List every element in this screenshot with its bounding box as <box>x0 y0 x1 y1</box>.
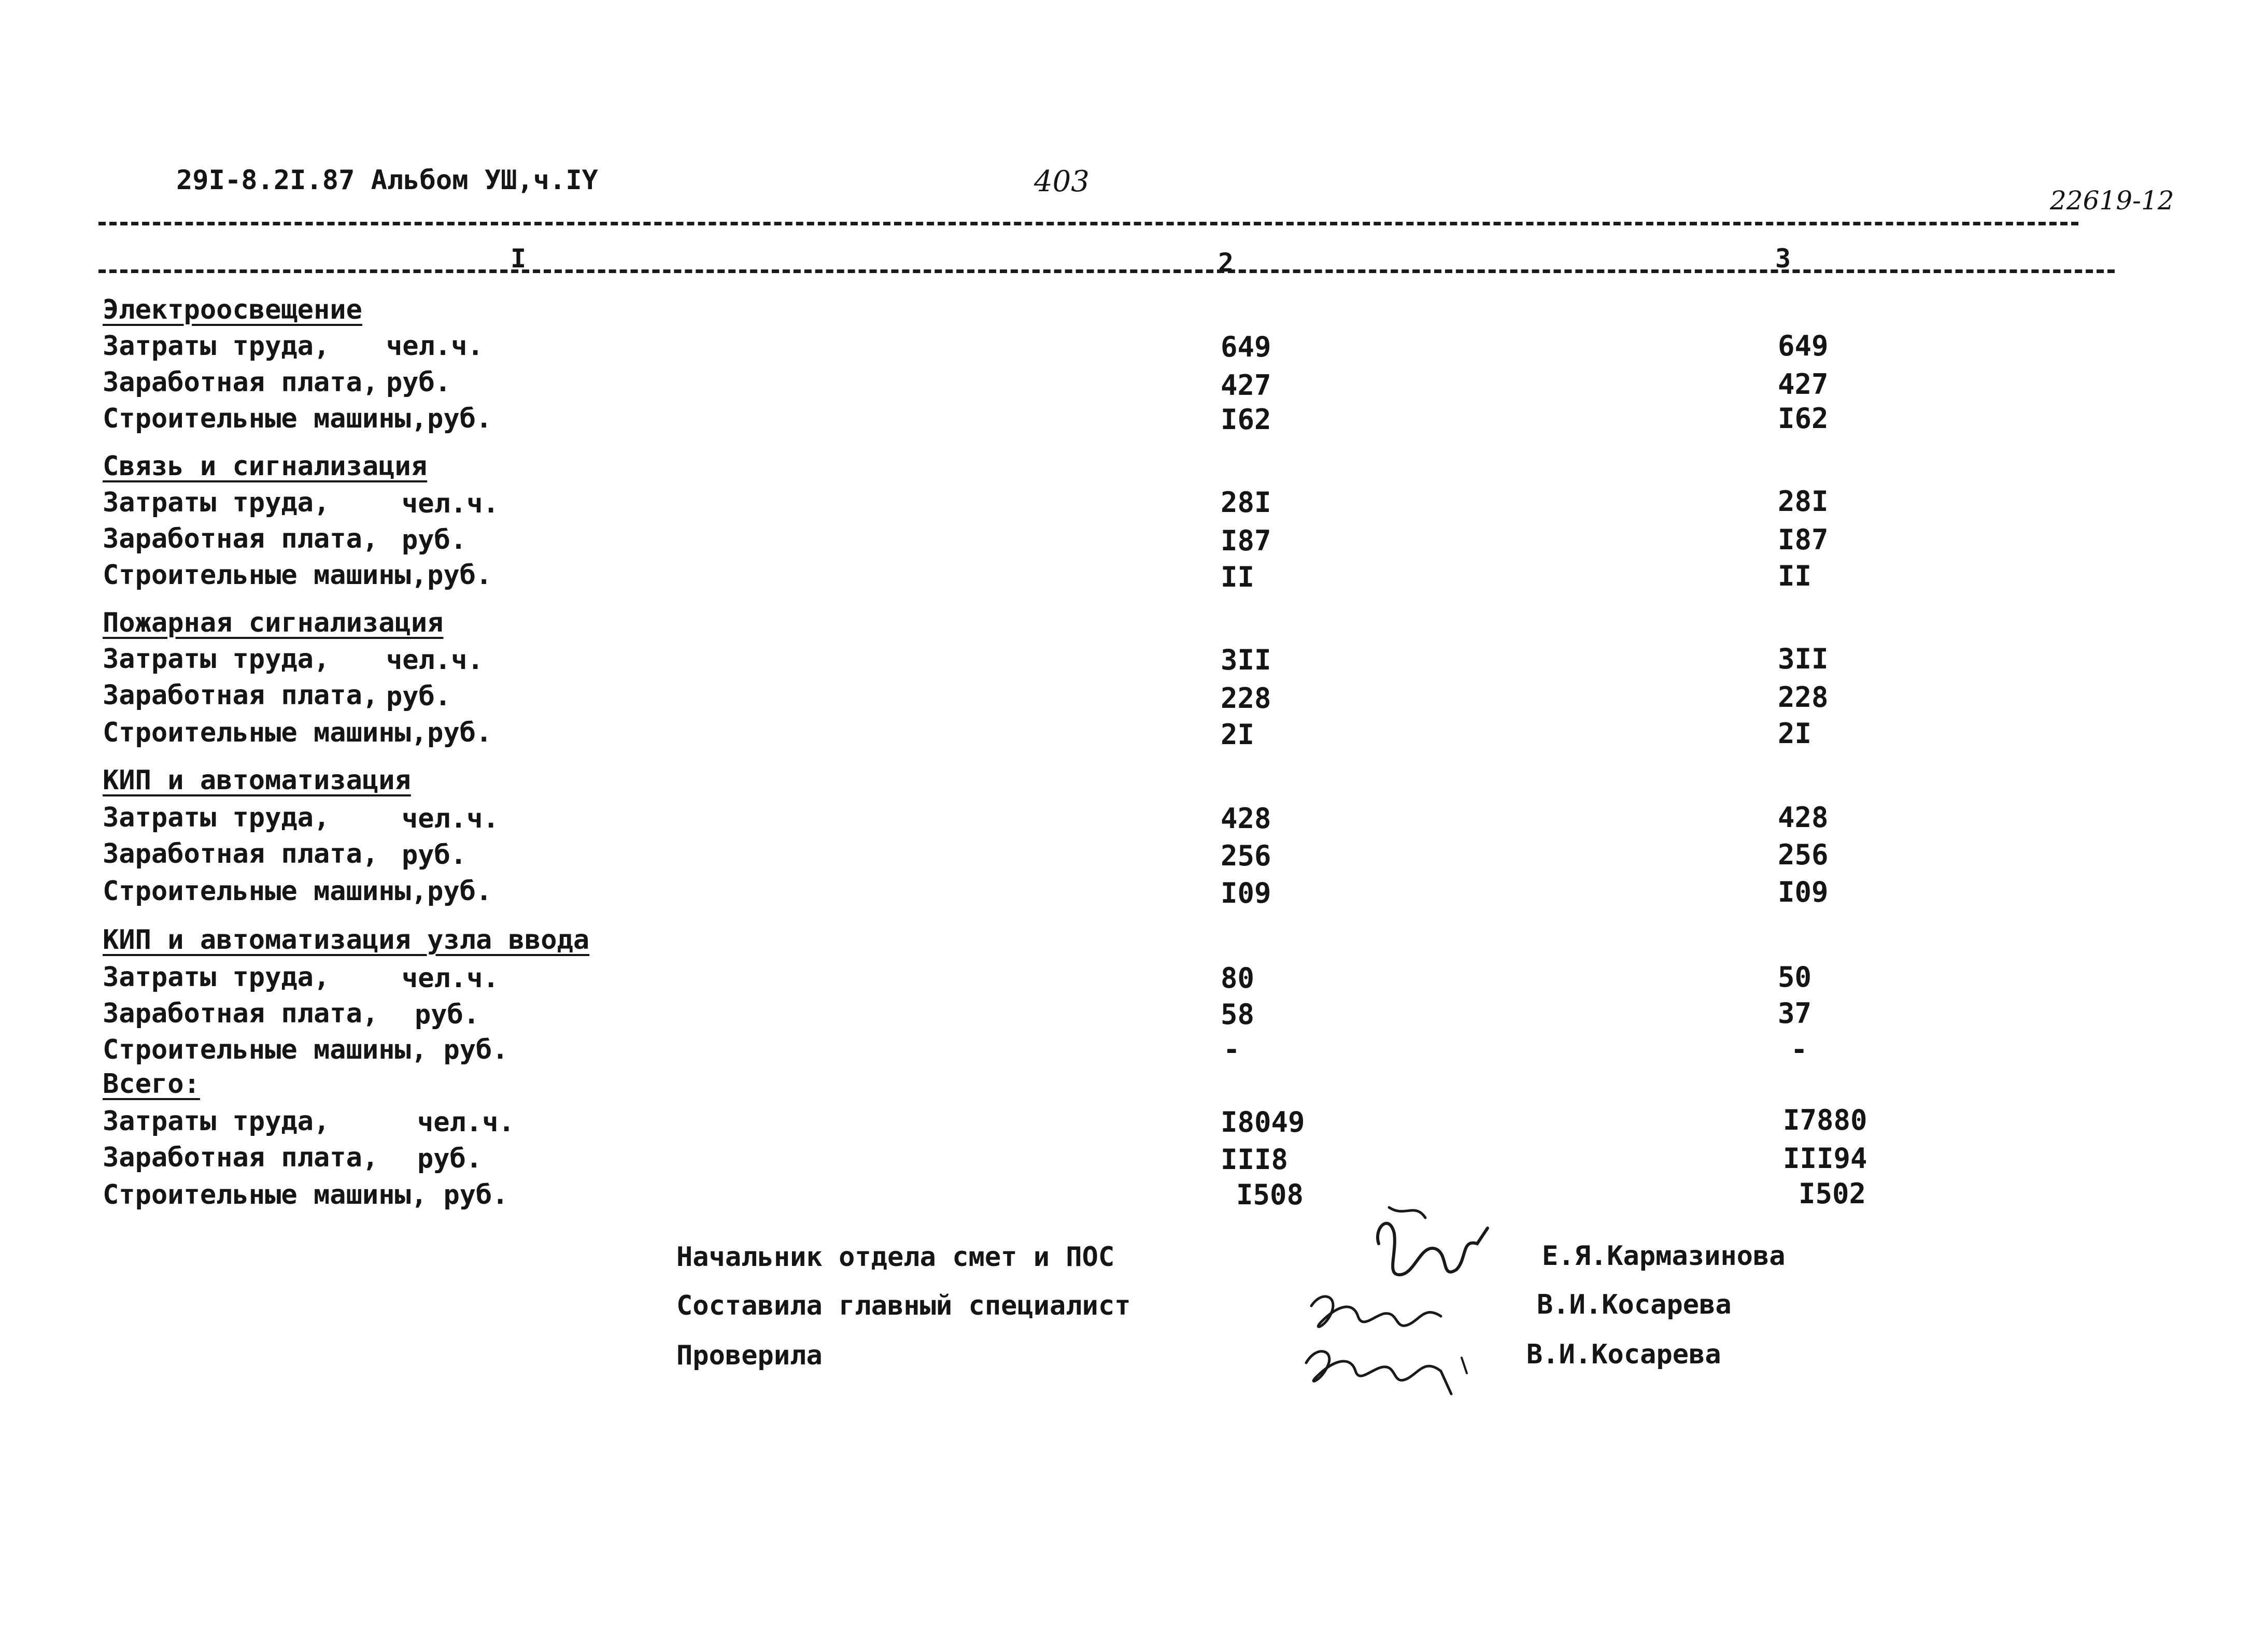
row-unit: чел.ч. <box>417 1107 515 1138</box>
value-col3: 256 <box>1778 838 1829 871</box>
table-header-rule <box>98 269 2115 273</box>
row-label: Заработная плата, <box>103 367 379 398</box>
row-unit: чел.ч. <box>386 331 484 362</box>
value-col3: I7880 <box>1783 1104 1867 1136</box>
table-top-rule <box>98 222 2078 225</box>
row-label: Заработная плата, <box>103 523 379 554</box>
column-number-2: 2 <box>1218 248 1234 278</box>
value-col3: - <box>1791 1033 1808 1066</box>
row-label: Строительные машины, руб. <box>103 1179 508 1210</box>
signature-name: Е.Я.Кармазинова <box>1542 1241 1786 1272</box>
value-col2: - <box>1223 1033 1240 1066</box>
value-col3: II <box>1778 560 1812 592</box>
row-label: Затраты труда, <box>103 962 330 993</box>
value-col2: 256 <box>1221 839 1271 872</box>
signature-role: Начальник отдела смет и ПОС <box>676 1242 1115 1273</box>
section-title: Электроосвещение <box>103 294 362 325</box>
section-title: Связь и сигнализация <box>103 451 428 482</box>
handwritten-signature <box>1301 1285 1456 1342</box>
row-unit: руб. <box>415 999 480 1030</box>
value-col2: 649 <box>1221 331 1271 363</box>
value-col2: 80 <box>1221 962 1255 994</box>
page-number: 403 <box>1034 165 1089 198</box>
value-col2: 428 <box>1221 802 1271 835</box>
value-col3: III94 <box>1783 1142 1867 1175</box>
archive-number: 22619-12 <box>2050 186 2174 216</box>
row-label: Затраты труда, <box>103 644 330 675</box>
value-col2: I508 <box>1236 1178 1304 1211</box>
row-unit: чел.ч. <box>402 488 499 519</box>
row-label: Строительные машины,руб. <box>103 717 492 748</box>
value-col2: I62 <box>1221 403 1271 436</box>
row-unit: руб. <box>386 367 451 398</box>
value-col2: 3II <box>1221 644 1271 676</box>
row-label: Заработная плата, <box>103 998 379 1029</box>
row-unit: чел.ч. <box>402 963 499 994</box>
column-number-3: 3 <box>1775 244 1791 274</box>
row-label: Строительные машины,руб. <box>103 560 492 591</box>
value-col2: I09 <box>1221 877 1271 909</box>
value-col3: 427 <box>1778 368 1829 401</box>
section-title: КИП и автоматизация узла ввода <box>103 924 590 956</box>
row-label: Заработная плата, <box>103 1142 379 1173</box>
column-number-1: I <box>511 244 527 274</box>
row-label: Заработная плата, <box>103 680 379 711</box>
row-unit: руб. <box>402 839 467 871</box>
value-col2: 228 <box>1221 682 1271 715</box>
value-col3: 28I <box>1778 485 1829 518</box>
value-col3: I62 <box>1778 402 1829 435</box>
handwritten-signature <box>1296 1337 1472 1404</box>
value-col3: I87 <box>1778 523 1829 556</box>
row-label: Затраты труда, <box>103 802 330 833</box>
signature-role: Составила главный специалист <box>676 1290 1131 1321</box>
value-col3: 228 <box>1778 681 1829 714</box>
totals-title: Всего: <box>103 1069 200 1100</box>
value-col2: III8 <box>1221 1143 1289 1176</box>
section-title: КИП и автоматизация <box>103 765 411 796</box>
row-unit: чел.ч. <box>402 803 499 834</box>
row-label: Строительные машины,руб. <box>103 876 492 907</box>
row-label: Строительные машины, руб. <box>103 1034 508 1065</box>
value-col3: 50 <box>1778 961 1812 993</box>
value-col2: I8049 <box>1221 1106 1305 1138</box>
row-unit: чел.ч. <box>386 645 484 676</box>
value-col3: I09 <box>1778 876 1829 908</box>
value-col3: 3II <box>1778 643 1829 675</box>
value-col3: 428 <box>1778 801 1829 834</box>
signature-name: В.И.Косарева <box>1526 1339 1721 1370</box>
value-col2: II <box>1221 561 1255 593</box>
row-label: Затраты труда, <box>103 1106 330 1137</box>
document-code: 29I-8.2I.87 Альбом УШ,ч.IY <box>176 165 598 196</box>
value-col3: 649 <box>1778 330 1829 362</box>
value-col3: I502 <box>1799 1177 1866 1210</box>
row-label: Затраты труда, <box>103 331 330 362</box>
value-col2: I87 <box>1221 524 1271 557</box>
value-col3: 37 <box>1778 997 1812 1030</box>
value-col2: 28I <box>1221 486 1271 519</box>
row-label: Затраты труда, <box>103 487 330 518</box>
value-col2: 2I <box>1221 718 1255 751</box>
row-unit: руб. <box>417 1143 483 1174</box>
row-label: Строительные машины,руб. <box>103 403 492 434</box>
row-unit: руб. <box>402 524 467 556</box>
value-col3: 2I <box>1778 717 1812 750</box>
section-title: Пожарная сигнализация <box>103 607 444 638</box>
signature-name: В.И.Косарева <box>1537 1289 1732 1320</box>
row-unit: руб. <box>386 681 451 712</box>
value-col2: 427 <box>1221 369 1271 402</box>
signature-role: Проверила <box>676 1340 823 1371</box>
row-label: Заработная плата, <box>103 838 379 870</box>
value-col2: 58 <box>1221 998 1255 1031</box>
